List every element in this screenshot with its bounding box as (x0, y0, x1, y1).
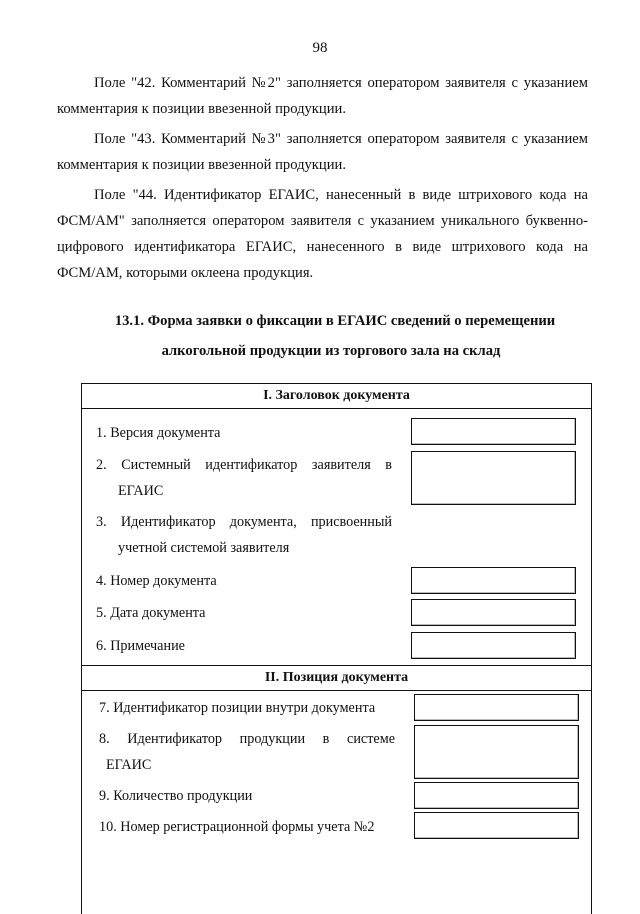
note-input[interactable] (411, 632, 576, 659)
product-id-input[interactable] (414, 725, 579, 779)
paragraph-field-42 (57, 70, 588, 122)
field-label-line: 10. Номер регистрационной формы учета №2 (99, 819, 375, 835)
field-label (96, 600, 392, 626)
section-header-document-header: I. Заголовок документа (82, 384, 591, 409)
paragraph-line: комментария к позиции ввезенной продукции. (57, 157, 346, 173)
field-label-line: 3. Идентификатор документа, присвоенный (96, 514, 392, 530)
field-label (96, 420, 392, 446)
field-label (96, 633, 392, 659)
field-label-line: 4. Номер документа (96, 573, 217, 589)
field-label-line: учетной системой заявителя (118, 540, 290, 556)
field-label (99, 726, 395, 778)
field-label-line: 1. Версия документа (96, 425, 221, 441)
paragraph-line: цифрового идентификатора ЕГАИС, нанесенного в виде штрихового кода на (57, 239, 588, 255)
paragraph-line: комментария к позиции ввезенной продукции. (57, 101, 346, 117)
position-id-input[interactable] (414, 694, 579, 721)
field-label (99, 783, 395, 809)
form-heading (0, 306, 640, 366)
paragraph-line: ФСМ/АМ, которыми оклеена продукция. (57, 265, 314, 281)
application-form (81, 383, 592, 914)
document-number-input[interactable] (411, 567, 576, 594)
document-date-input[interactable] (411, 599, 576, 626)
paragraph-line: Поле "43. Комментарий №3" заполняется оператором заявителя с указанием (94, 131, 588, 147)
field-label-line: 5. Дата документа (96, 605, 206, 621)
field-label-line: 2. Системный идентификатор заявителя в (96, 457, 392, 473)
page-number: 98 (312, 40, 328, 56)
form-heading-line: алкогольной продукции из торгового зала на склад (161, 343, 501, 359)
field-label (99, 814, 395, 840)
paragraph-line: Поле "42. Комментарий №2" заполняется оператором заявителя с указанием (94, 75, 588, 91)
field-label-line: ЕГАИС (118, 483, 164, 499)
field-label (96, 452, 392, 504)
field-label (96, 509, 392, 561)
registration-form-number-input[interactable] (414, 812, 579, 839)
paragraph-field-43 (57, 126, 588, 178)
field-label (96, 568, 392, 594)
paragraph-line: ФСМ/АМ" заполняется оператором заявителя с указанием уникального буквенно- (57, 213, 588, 229)
body-text (57, 70, 588, 290)
field-label-line: 6. Примечание (96, 638, 185, 654)
product-quantity-input[interactable] (414, 782, 579, 809)
field-label-line: 8. Идентификатор продукции в системе (99, 731, 395, 747)
section-header-document-position: II. Позиция документа (82, 665, 591, 691)
form-heading-line: 13.1. Форма заявки о фиксации в ЕГАИС сведений о перемещении (114, 313, 556, 329)
field-label-line: 9. Количество продукции (99, 788, 253, 804)
paragraph-field-44 (57, 182, 588, 286)
field-label (99, 695, 395, 721)
paragraph-line: Поле "44. Идентификатор ЕГАИС, нанесенный в виде штрихового кода на (94, 187, 588, 203)
field-label-line: 7. Идентификатор позиции внутри документа (99, 700, 376, 716)
applicant-system-id-input[interactable] (411, 451, 576, 505)
document-version-input[interactable] (411, 418, 576, 445)
field-label-line: ЕГАИС (106, 757, 152, 773)
